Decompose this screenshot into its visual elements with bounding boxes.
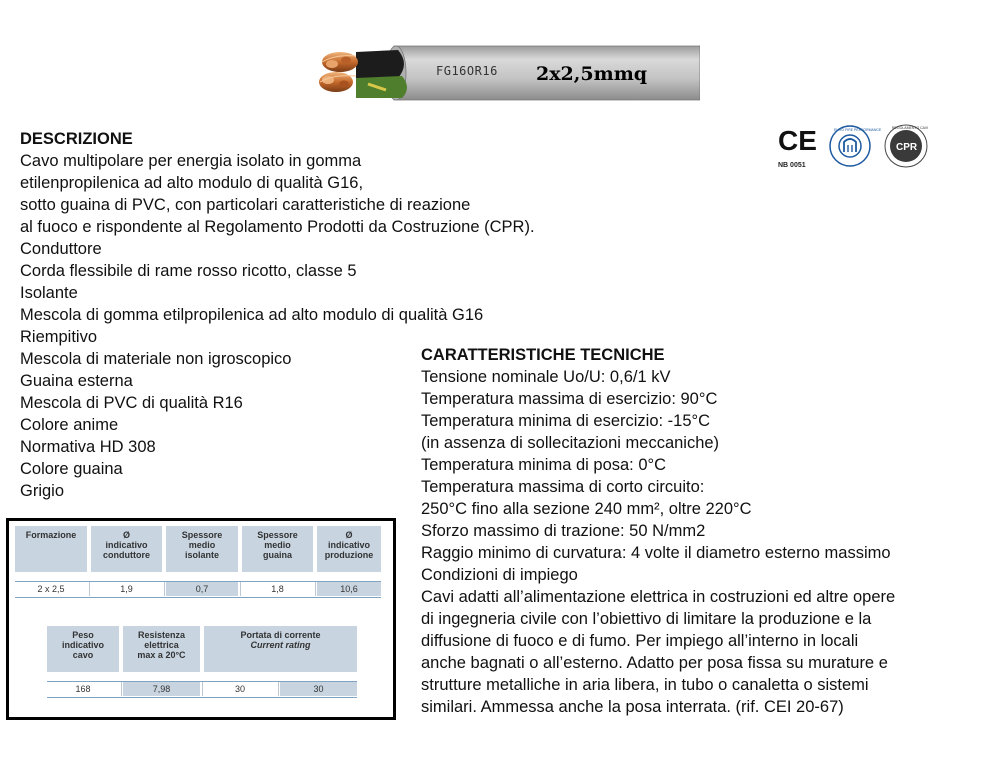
tech-line: Temperatura minima di posa: 0°C	[421, 456, 667, 474]
description-line: Isolante	[20, 284, 78, 302]
tech-title: CARATTERISTICHE TECNICHE	[421, 346, 665, 364]
header-spessore-guaina: Spessore medio guaina	[242, 526, 313, 572]
cell-diametro-conduttore: 1,9	[120, 584, 133, 594]
tech-line: (in assenza di sollecitazioni meccaniche)	[421, 434, 720, 452]
tech-line: Raggio minimo di curvatura: 4 volte il diametro esterno massimo	[421, 544, 891, 562]
fire-performance-mark	[830, 126, 882, 166]
header-diametro-conduttore: Ø indicativo conduttore	[91, 526, 162, 572]
header-peso: Peso indicativo cavo	[47, 626, 119, 672]
cable-code: FG16OR16	[436, 64, 498, 78]
cell-portata-1: 30	[234, 684, 245, 694]
cell-resistenza: 7,98	[123, 682, 200, 696]
ce-mark: CE	[778, 125, 817, 156]
tech-line: Condizioni di impiego	[421, 566, 578, 584]
header-portata: Portata di corrente Current rating	[204, 626, 357, 672]
tech-line: Tensione nominale Uo/U: 0,6/1 kV	[421, 368, 671, 386]
tech-line: similari. Ammessa anche la posa interrata. (rif. CEI 20-67)	[421, 698, 844, 716]
tech-line: 250°C fino alla sezione 240 mm², oltre 220°C	[421, 500, 752, 518]
specs-table-2	[47, 626, 357, 702]
cpr-ring-text: REGOLAMENTO CAVI	[892, 126, 929, 130]
cpr-mark	[885, 125, 928, 167]
description-line: Mescola di gomma etilpropilenica ad alto modulo di qualità G16	[20, 306, 484, 324]
cable-size: 2x2,5mmq	[536, 63, 648, 85]
cell-portata-2: 30	[280, 682, 357, 696]
tech-line: Temperatura massima di corto circuito:	[421, 478, 705, 496]
description-line: Mescola di materiale non igroscopico	[20, 350, 292, 368]
tech-line: strutture metalliche in aria libera, in tubo o canaletta o sistemi	[421, 676, 869, 694]
cell-spessore-guaina: 1,8	[271, 584, 284, 594]
tech-section	[421, 344, 981, 718]
tech-line: di ingegneria civile con l’obiettivo di limitare la produzione e la	[421, 610, 872, 628]
description-line: Cavo multipolare per energia isolato in gomma	[20, 152, 362, 170]
cpr-text: CPR	[896, 142, 918, 153]
specs-table-box	[6, 518, 396, 720]
description-line: Grigio	[20, 482, 65, 500]
description-line: al fuoco e rispondente al Regolamento Prodotti da Costruzione (CPR).	[20, 218, 535, 236]
description-line: Guaina esterna	[20, 372, 133, 390]
description-line: sotto guaina di PVC, con particolari caratteristiche di reazione	[20, 196, 471, 214]
tech-line: Cavi adatti all’alimentazione elettrica in costruzioni ed altre opere	[421, 588, 896, 606]
fire-performance-text: EURO FIRE PERFORMANCE	[834, 128, 882, 132]
description-line: etilenpropilenica ad alto modulo di qualità G16,	[20, 174, 364, 192]
cell-peso: 168	[75, 684, 91, 694]
nb-label: NB 0051	[778, 162, 806, 169]
tech-line: diffusione di fuoco e di fumo. Per impiego all’interno in locali	[421, 632, 859, 650]
tech-line: Temperatura minima di esercizio: -15°C	[421, 412, 711, 430]
description-line: Conduttore	[20, 240, 102, 258]
description-line: Corda flessibile di rame rosso ricotto, classe 5	[20, 262, 357, 280]
description-line: Colore guaina	[20, 460, 123, 478]
cell-formazione: 2 x 2,5	[37, 584, 65, 594]
description-line: Riempitivo	[20, 328, 98, 346]
header-diametro-produzione: Ø indicativo produzione	[317, 526, 381, 572]
description-line: Mescola di PVC di qualità R16	[20, 394, 243, 412]
tech-line: anche bagnati o all’esterno. Adatto per posa fissa su murature e	[421, 654, 888, 672]
cell-spessore-isolante: 0,7	[166, 582, 238, 596]
specs-table-1	[15, 526, 381, 602]
description-line: Normativa HD 308	[20, 438, 156, 456]
tech-line: Temperatura massima di esercizio: 90°C	[421, 390, 718, 408]
cell-diametro-produzione: 10,6	[317, 582, 381, 596]
copper-strands	[319, 52, 358, 92]
description-line: Colore anime	[20, 416, 119, 434]
description-title: DESCRIZIONE	[20, 130, 133, 148]
header-spessore-isolante: Spessore medio isolante	[166, 526, 238, 572]
header-formazione: Formazione	[15, 526, 87, 572]
header-resistenza: Resistenza elettrica max a 20°C	[123, 626, 200, 672]
tech-line: Sforzo massimo di trazione: 50 N/mm2	[421, 522, 706, 540]
